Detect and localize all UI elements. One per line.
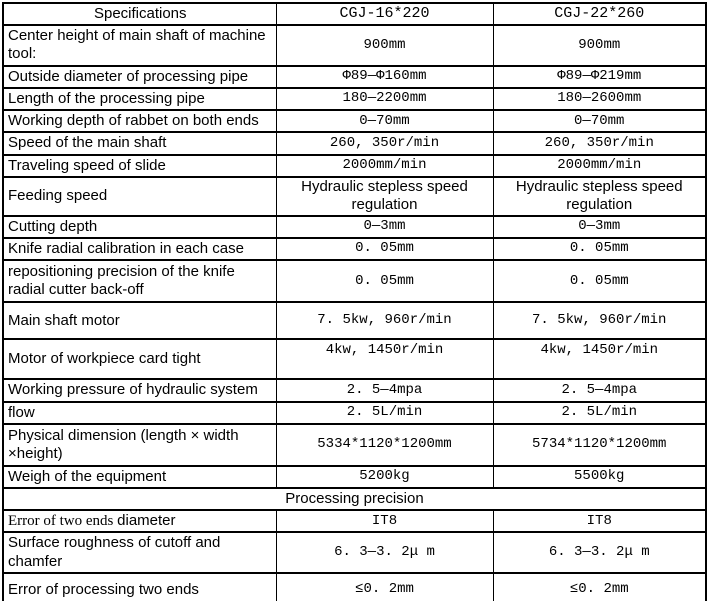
spec-value-cell: 0—70mm (493, 110, 706, 132)
column-header-model: CGJ-16*220 (276, 3, 493, 25)
spec-value-cell: 260, 350r/min (276, 132, 493, 154)
spec-value-cell: Φ89—Φ160mm (276, 66, 493, 88)
label-part: diameter (117, 512, 176, 530)
row-label-cell: Physical dimension (length × width ×height) (3, 424, 276, 466)
spec-value-cell: 2. 5—4mpa (276, 379, 493, 401)
row-label-cell (3, 510, 276, 532)
spec-value-cell: 0—3mm (276, 216, 493, 238)
spec-value-cell: 5500kg (493, 466, 706, 488)
row-label-cell: Motor of workpiece card tight (3, 339, 276, 379)
spec-sheet-page (0, 2, 707, 601)
spec-value-cell: 0. 05mm (276, 238, 493, 260)
row-label-cell: Center height of main shaft of machine tool: (3, 25, 276, 66)
table-row (3, 177, 706, 216)
row-label-cell: Outside diameter of processing pipe (3, 66, 276, 88)
spec-value-cell: 2000mm/min (493, 155, 706, 177)
specifications-table (2, 2, 707, 601)
table-row (3, 302, 706, 339)
spec-value-cell: Hydraulic stepless speed regulation (276, 177, 493, 216)
row-label-cell: Main shaft motor (3, 302, 276, 339)
spec-value-cell: 7. 5kw, 960r/min (493, 302, 706, 339)
table-row (3, 532, 706, 573)
spec-value-cell: 900mm (276, 25, 493, 66)
spec-value-cell: Φ89—Φ219mm (493, 66, 706, 88)
spec-value-cell: 0. 05mm (493, 238, 706, 260)
spec-value-cell: IT8 (493, 510, 706, 532)
spec-value-cell: 2. 5L/min (276, 402, 493, 424)
spec-value-cell: 0. 05mm (276, 260, 493, 302)
label-part: Error of two ends (8, 513, 118, 530)
spec-value-cell: 900mm (493, 25, 706, 66)
row-label-cell: flow (3, 402, 276, 424)
table-row (3, 339, 706, 379)
spec-value-cell: 0. 05mm (493, 260, 706, 302)
table-row (3, 216, 706, 238)
table-row (3, 466, 706, 488)
row-label-cell: Working depth of rabbet on both ends (3, 110, 276, 132)
spec-value-cell: 2. 5—4mpa (493, 379, 706, 401)
row-label-cell: Cutting depth (3, 216, 276, 238)
row-label-cell: Traveling speed of slide (3, 155, 276, 177)
table-row (3, 3, 706, 25)
spec-value-cell: 2000mm/min (276, 155, 493, 177)
table-row (3, 488, 706, 510)
row-label-cell: Weigh of the equipment (3, 466, 276, 488)
table-row (3, 110, 706, 132)
row-label-cell: Knife radial calibration in each case (3, 238, 276, 260)
table-row (3, 88, 706, 110)
table-row (3, 25, 706, 66)
row-label-cell: Error of processing two ends (3, 573, 276, 601)
spec-value-cell: Hydraulic stepless speed regulation (493, 177, 706, 216)
spec-value-cell: 180—2600mm (493, 88, 706, 110)
spec-value-cell: 0—70mm (276, 110, 493, 132)
table-row (3, 379, 706, 401)
table-row (3, 66, 706, 88)
table-row (3, 132, 706, 154)
spec-value-cell: 0—3mm (493, 216, 706, 238)
spec-value-cell: 2. 5L/min (493, 402, 706, 424)
table-row (3, 155, 706, 177)
table-row (3, 573, 706, 601)
spec-value-cell: 7. 5kw, 960r/min (276, 302, 493, 339)
row-label-cell: Feeding speed (3, 177, 276, 216)
table-row (3, 402, 706, 424)
row-label-cell: repositioning precision of the knife radial cutter back-off (3, 260, 276, 302)
table-row (3, 424, 706, 466)
spec-value-cell: ≤0. 2mm (276, 573, 493, 601)
spec-value-cell: 5200kg (276, 466, 493, 488)
spec-value-cell: 6. 3—3. 2μ m (493, 532, 706, 573)
table-row (3, 260, 706, 302)
section-header: Processing precision (3, 488, 706, 510)
spec-value-cell: 5334*1120*1200mm (276, 424, 493, 466)
table-body (3, 3, 706, 601)
table-row (3, 238, 706, 260)
row-label-cell: Speed of the main shaft (3, 132, 276, 154)
corner-header-cell: Specifications (3, 3, 276, 25)
spec-value-cell: 180—2200mm (276, 88, 493, 110)
row-label-cell: Working pressure of hydraulic system (3, 379, 276, 401)
table-row (3, 510, 706, 532)
spec-value-cell: 4kw, 1450r/min (493, 339, 706, 379)
spec-value-cell: 260, 350r/min (493, 132, 706, 154)
spec-value-cell: ≤0. 2mm (493, 573, 706, 601)
spec-value-cell: 4kw, 1450r/min (276, 339, 493, 379)
column-header-model: CGJ-22*260 (493, 3, 706, 25)
row-label-cell: Length of the processing pipe (3, 88, 276, 110)
spec-value-cell: IT8 (276, 510, 493, 532)
row-label-cell: Surface roughness of cutoff and chamfer (3, 532, 276, 573)
spec-value-cell: 5734*1120*1200mm (493, 424, 706, 466)
spec-value-cell: 6. 3—3. 2μ m (276, 532, 493, 573)
